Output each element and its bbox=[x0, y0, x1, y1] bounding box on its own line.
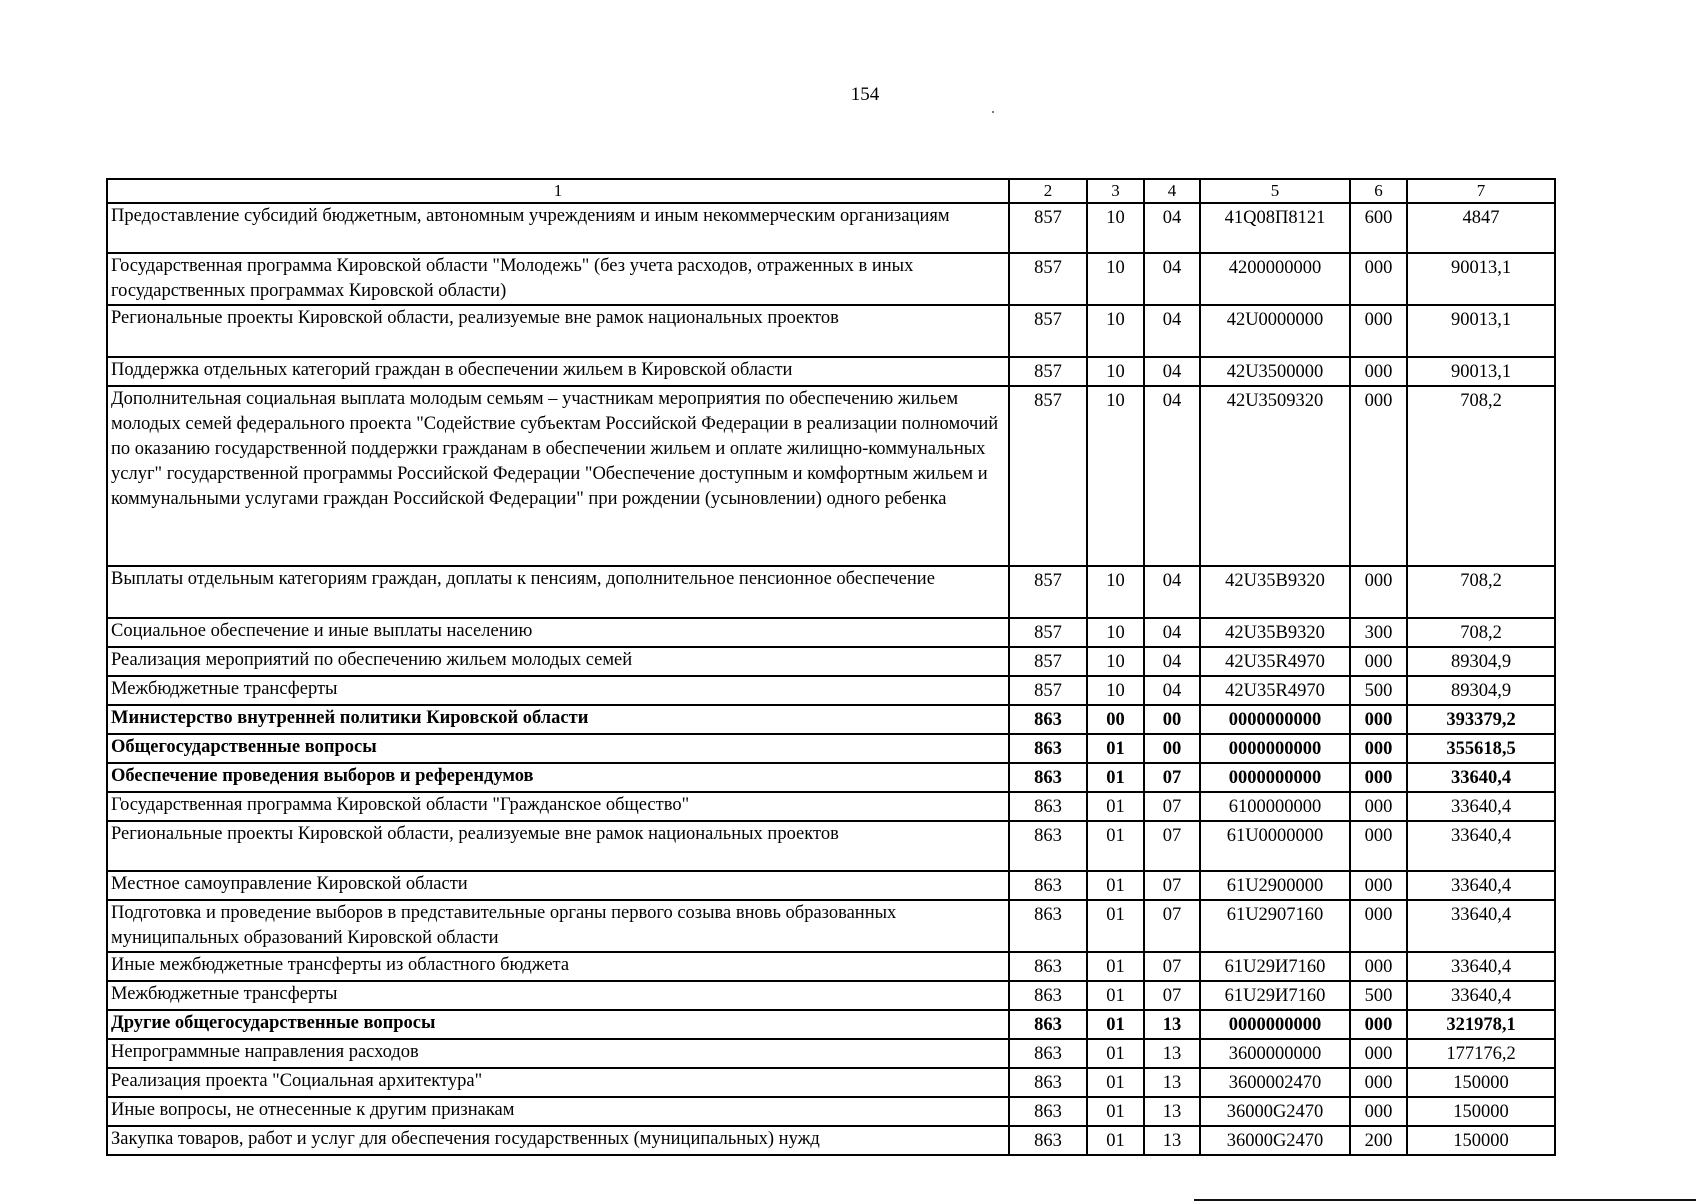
table-row bbox=[107, 1068, 1555, 1097]
amount-cell: 708,2 bbox=[1407, 618, 1555, 647]
table-row bbox=[107, 305, 1555, 357]
chapter-code-cell: 857 bbox=[1009, 566, 1087, 618]
target-article-cell: 0000000000 bbox=[1200, 734, 1350, 763]
amount-cell: 355618,5 bbox=[1407, 734, 1555, 763]
expense-type-cell: 000 bbox=[1350, 792, 1407, 821]
table-row bbox=[107, 1126, 1555, 1155]
subsection-cell: 13 bbox=[1144, 1068, 1200, 1097]
row-name-cell: Выплаты отдельным категориям граждан, доплаты к пенсиям, дополнительное пенсионное обеспечение bbox=[107, 566, 1009, 618]
chapter-code-cell: 863 bbox=[1009, 1068, 1087, 1097]
table-row bbox=[107, 676, 1555, 705]
section-cell: 01 bbox=[1087, 871, 1144, 900]
expense-type-cell: 300 bbox=[1350, 618, 1407, 647]
target-article-cell: 42U3500000 bbox=[1200, 357, 1350, 386]
expense-type-cell: 000 bbox=[1350, 566, 1407, 618]
target-article-cell: 41Q08П8121 bbox=[1200, 203, 1350, 253]
expense-type-cell: 500 bbox=[1350, 981, 1407, 1010]
row-name-cell: Дополнительная социальная выплата молодым семьям – участникам мероприятия по обеспечению жильем молодых семей федерального проекта "Содействие субъектам Российской Федерации в реализации полномочий по оказанию государственной поддержки гражданам в обеспечении жильем и оплате жилищно-коммунальных услуг" государственной программы Российской Федерации "Обеспечение доступным и комфортным жильем и коммунальными услугами граждан Российской Федерации" при рождении (усыновлении) одного ребенка bbox=[107, 386, 1009, 566]
amount-cell: 33640,4 bbox=[1407, 792, 1555, 821]
row-name-cell: Обеспечение проведения выборов и референдумов bbox=[107, 763, 1009, 792]
target-article-cell: 42U3509320 bbox=[1200, 386, 1350, 566]
subsection-cell: 04 bbox=[1144, 618, 1200, 647]
section-cell: 10 bbox=[1087, 566, 1144, 618]
chapter-code-cell: 863 bbox=[1009, 1126, 1087, 1155]
chapter-code-cell: 863 bbox=[1009, 1039, 1087, 1068]
target-article-cell: 42U35B9320 bbox=[1200, 618, 1350, 647]
amount-cell: 90013,1 bbox=[1407, 357, 1555, 386]
chapter-code-cell: 863 bbox=[1009, 981, 1087, 1010]
row-name-cell: Реализация мероприятий по обеспечению жильем молодых семей bbox=[107, 647, 1009, 676]
row-name-cell: Межбюджетные трансферты bbox=[107, 676, 1009, 705]
column-header: 3 bbox=[1087, 179, 1144, 203]
row-name-cell: Межбюджетные трансферты bbox=[107, 981, 1009, 1010]
amount-cell: 150000 bbox=[1407, 1097, 1555, 1126]
amount-cell: 33640,4 bbox=[1407, 981, 1555, 1010]
row-name-cell: Поддержка отдельных категорий граждан в обеспечении жильем в Кировской области bbox=[107, 357, 1009, 386]
table-row bbox=[107, 566, 1555, 618]
target-article-cell: 0000000000 bbox=[1200, 705, 1350, 734]
expense-type-cell: 000 bbox=[1350, 386, 1407, 566]
expense-type-cell: 000 bbox=[1350, 705, 1407, 734]
subsection-cell: 07 bbox=[1144, 792, 1200, 821]
table-row bbox=[107, 871, 1555, 900]
expense-type-cell: 200 bbox=[1350, 1126, 1407, 1155]
column-header: 1 bbox=[107, 179, 1009, 203]
section-cell: 01 bbox=[1087, 1126, 1144, 1155]
chapter-code-cell: 863 bbox=[1009, 792, 1087, 821]
amount-cell: 393379,2 bbox=[1407, 705, 1555, 734]
target-article-cell: 4200000000 bbox=[1200, 253, 1350, 305]
row-name-cell: Региональные проекты Кировской области, реализуемые вне рамок национальных проектов bbox=[107, 821, 1009, 871]
expense-type-cell: 000 bbox=[1350, 1068, 1407, 1097]
row-name-cell: Социальное обеспечение и иные выплаты населению bbox=[107, 618, 1009, 647]
subsection-cell: 07 bbox=[1144, 821, 1200, 871]
target-article-cell: 0000000000 bbox=[1200, 1010, 1350, 1039]
chapter-code-cell: 857 bbox=[1009, 618, 1087, 647]
expense-type-cell: 000 bbox=[1350, 305, 1407, 357]
chapter-code-cell: 863 bbox=[1009, 952, 1087, 981]
chapter-code-cell: 863 bbox=[1009, 871, 1087, 900]
expense-type-cell: 500 bbox=[1350, 676, 1407, 705]
section-cell: 01 bbox=[1087, 821, 1144, 871]
chapter-code-cell: 863 bbox=[1009, 900, 1087, 952]
chapter-code-cell: 863 bbox=[1009, 1097, 1087, 1126]
row-name-cell: Непрограммные направления расходов bbox=[107, 1039, 1009, 1068]
expense-type-cell: 000 bbox=[1350, 821, 1407, 871]
chapter-code-cell: 863 bbox=[1009, 763, 1087, 792]
target-article-cell: 36000G2470 bbox=[1200, 1126, 1350, 1155]
row-name-cell: Региональные проекты Кировской области, реализуемые вне рамок национальных проектов bbox=[107, 305, 1009, 357]
subsection-cell: 04 bbox=[1144, 203, 1200, 253]
section-cell: 10 bbox=[1087, 676, 1144, 705]
amount-cell: 90013,1 bbox=[1407, 253, 1555, 305]
chapter-code-cell: 863 bbox=[1009, 1010, 1087, 1039]
chapter-code-cell: 857 bbox=[1009, 203, 1087, 253]
target-article-cell: 42U35B9320 bbox=[1200, 566, 1350, 618]
table-row bbox=[107, 1010, 1555, 1039]
amount-cell: 89304,9 bbox=[1407, 647, 1555, 676]
section-cell: 01 bbox=[1087, 1097, 1144, 1126]
expense-type-cell: 000 bbox=[1350, 763, 1407, 792]
subsection-cell: 00 bbox=[1144, 705, 1200, 734]
table-row bbox=[107, 357, 1555, 386]
table-row bbox=[107, 900, 1555, 952]
page-number: 154 bbox=[850, 84, 880, 105]
target-article-cell: 42U0000000 bbox=[1200, 305, 1350, 357]
target-article-cell: 61U29И7160 bbox=[1200, 952, 1350, 981]
table-row bbox=[107, 386, 1555, 566]
subsection-cell: 13 bbox=[1144, 1097, 1200, 1126]
row-name-cell: Иные межбюджетные трансферты из областного бюджета bbox=[107, 952, 1009, 981]
subsection-cell: 07 bbox=[1144, 871, 1200, 900]
section-cell: 01 bbox=[1087, 734, 1144, 763]
table-row bbox=[107, 1097, 1555, 1126]
section-cell: 01 bbox=[1087, 1010, 1144, 1039]
amount-cell: 708,2 bbox=[1407, 566, 1555, 618]
target-article-cell: 61U29И7160 bbox=[1200, 981, 1350, 1010]
section-cell: 00 bbox=[1087, 705, 1144, 734]
target-article-cell: 42U35R4970 bbox=[1200, 647, 1350, 676]
subsection-cell: 07 bbox=[1144, 763, 1200, 792]
target-article-cell: 0000000000 bbox=[1200, 763, 1350, 792]
table-row bbox=[107, 792, 1555, 821]
amount-cell: 89304,9 bbox=[1407, 676, 1555, 705]
target-article-cell: 61U0000000 bbox=[1200, 821, 1350, 871]
section-cell: 01 bbox=[1087, 792, 1144, 821]
section-cell: 01 bbox=[1087, 1068, 1144, 1097]
table-row bbox=[107, 821, 1555, 871]
expense-type-cell: 000 bbox=[1350, 734, 1407, 763]
subsection-cell: 07 bbox=[1144, 952, 1200, 981]
section-cell: 10 bbox=[1087, 386, 1144, 566]
expense-type-cell: 600 bbox=[1350, 203, 1407, 253]
column-header: 2 bbox=[1009, 179, 1087, 203]
table-row bbox=[107, 203, 1555, 253]
amount-cell: 33640,4 bbox=[1407, 871, 1555, 900]
subsection-cell: 13 bbox=[1144, 1010, 1200, 1039]
column-header: 4 bbox=[1144, 179, 1200, 203]
table-row bbox=[107, 618, 1555, 647]
subsection-cell: 13 bbox=[1144, 1126, 1200, 1155]
amount-cell: 33640,4 bbox=[1407, 821, 1555, 871]
table-row bbox=[107, 705, 1555, 734]
table-row bbox=[107, 763, 1555, 792]
chapter-code-cell: 863 bbox=[1009, 821, 1087, 871]
table-body bbox=[107, 203, 1555, 1155]
subsection-cell: 07 bbox=[1144, 900, 1200, 952]
expense-type-cell: 000 bbox=[1350, 1010, 1407, 1039]
target-article-cell: 42U35R4970 bbox=[1200, 676, 1350, 705]
target-article-cell: 61U2907160 bbox=[1200, 900, 1350, 952]
subsection-cell: 04 bbox=[1144, 647, 1200, 676]
amount-cell: 33640,4 bbox=[1407, 763, 1555, 792]
table-header-row bbox=[107, 179, 1555, 203]
row-name-cell: Государственная программа Кировской области "Молодежь" (без учета расходов, отраженных в иных государственных программах Кировской области) bbox=[107, 253, 1009, 305]
expense-type-cell: 000 bbox=[1350, 253, 1407, 305]
table-row bbox=[107, 981, 1555, 1010]
expense-type-cell: 000 bbox=[1350, 952, 1407, 981]
row-name-cell: Общегосударственные вопросы bbox=[107, 734, 1009, 763]
chapter-code-cell: 857 bbox=[1009, 253, 1087, 305]
chapter-code-cell: 863 bbox=[1009, 705, 1087, 734]
section-cell: 10 bbox=[1087, 253, 1144, 305]
column-header: 6 bbox=[1350, 179, 1407, 203]
target-article-cell: 61U2900000 bbox=[1200, 871, 1350, 900]
row-name-cell: Подготовка и проведение выборов в представительные органы первого созыва вновь образованных муниципальных образований Кировской области bbox=[107, 900, 1009, 952]
section-cell: 01 bbox=[1087, 981, 1144, 1010]
chapter-code-cell: 857 bbox=[1009, 357, 1087, 386]
amount-cell: 33640,4 bbox=[1407, 952, 1555, 981]
section-cell: 10 bbox=[1087, 357, 1144, 386]
table-row bbox=[107, 952, 1555, 981]
target-article-cell: 3600002470 bbox=[1200, 1068, 1350, 1097]
amount-cell: 708,2 bbox=[1407, 386, 1555, 566]
subsection-cell: 00 bbox=[1144, 734, 1200, 763]
row-name-cell: Реализация проекта "Социальная архитектура" bbox=[107, 1068, 1009, 1097]
row-name-cell: Предоставление субсидий бюджетным, автономным учреждениям и иным некоммерческим организациям bbox=[107, 203, 1009, 253]
subsection-cell: 04 bbox=[1144, 253, 1200, 305]
row-name-cell: Иные вопросы, не отнесенные к другим признакам bbox=[107, 1097, 1009, 1126]
target-article-cell: 3600000000 bbox=[1200, 1039, 1350, 1068]
chapter-code-cell: 857 bbox=[1009, 305, 1087, 357]
section-cell: 01 bbox=[1087, 763, 1144, 792]
chapter-code-cell: 857 bbox=[1009, 386, 1087, 566]
subsection-cell: 13 bbox=[1144, 1039, 1200, 1068]
subsection-cell: 04 bbox=[1144, 305, 1200, 357]
expense-type-cell: 000 bbox=[1350, 900, 1407, 952]
target-article-cell: 36000G2470 bbox=[1200, 1097, 1350, 1126]
table-row bbox=[107, 253, 1555, 305]
expense-type-cell: 000 bbox=[1350, 647, 1407, 676]
chapter-code-cell: 857 bbox=[1009, 647, 1087, 676]
amount-cell: 4847 bbox=[1407, 203, 1555, 253]
column-header: 5 bbox=[1200, 179, 1350, 203]
subsection-cell: 04 bbox=[1144, 676, 1200, 705]
column-header: 7 bbox=[1407, 179, 1555, 203]
amount-cell: 150000 bbox=[1407, 1126, 1555, 1155]
section-cell: 01 bbox=[1087, 952, 1144, 981]
row-name-cell: Государственная программа Кировской области "Гражданское общество" bbox=[107, 792, 1009, 821]
section-cell: 10 bbox=[1087, 618, 1144, 647]
section-cell: 10 bbox=[1087, 647, 1144, 676]
section-cell: 01 bbox=[1087, 900, 1144, 952]
table-row bbox=[107, 734, 1555, 763]
scan-speck bbox=[992, 111, 994, 113]
row-name-cell: Закупка товаров, работ и услуг для обеспечения государственных (муниципальных) нужд bbox=[107, 1126, 1009, 1155]
subsection-cell: 04 bbox=[1144, 566, 1200, 618]
section-cell: 10 bbox=[1087, 203, 1144, 253]
budget-table bbox=[106, 178, 1556, 1156]
expense-type-cell: 000 bbox=[1350, 1097, 1407, 1126]
row-name-cell: Другие общегосударственные вопросы bbox=[107, 1010, 1009, 1039]
subsection-cell: 07 bbox=[1144, 981, 1200, 1010]
chapter-code-cell: 863 bbox=[1009, 734, 1087, 763]
section-cell: 10 bbox=[1087, 305, 1144, 357]
amount-cell: 177176,2 bbox=[1407, 1039, 1555, 1068]
amount-cell: 33640,4 bbox=[1407, 900, 1555, 952]
subsection-cell: 04 bbox=[1144, 357, 1200, 386]
amount-cell: 90013,1 bbox=[1407, 305, 1555, 357]
expense-type-cell: 000 bbox=[1350, 1039, 1407, 1068]
target-article-cell: 6100000000 bbox=[1200, 792, 1350, 821]
expense-type-cell: 000 bbox=[1350, 871, 1407, 900]
expense-type-cell: 000 bbox=[1350, 357, 1407, 386]
chapter-code-cell: 857 bbox=[1009, 676, 1087, 705]
amount-cell: 150000 bbox=[1407, 1068, 1555, 1097]
row-name-cell: Министерство внутренней политики Кировской области bbox=[107, 705, 1009, 734]
table-row bbox=[107, 647, 1555, 676]
table-row bbox=[107, 1039, 1555, 1068]
subsection-cell: 04 bbox=[1144, 386, 1200, 566]
amount-cell: 321978,1 bbox=[1407, 1010, 1555, 1039]
section-cell: 01 bbox=[1087, 1039, 1144, 1068]
row-name-cell: Местное самоуправление Кировской области bbox=[107, 871, 1009, 900]
